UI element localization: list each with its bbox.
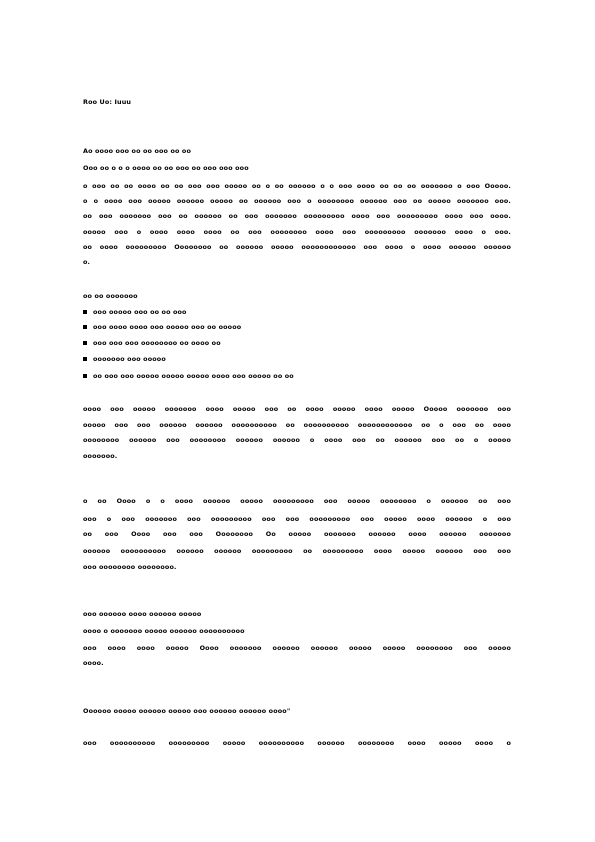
paragraph-line: ooooo ooo ooo oooooo oooooo oooooooooo oo oooooooooo oooooooooooo oo o ooo oo oooo <box>83 421 511 429</box>
paragraph-line: ooooooo. <box>83 452 118 460</box>
paragraph-line: oo ooo ooooooo ooo oo oooooo oo ooo ooooooo ooooooooo oooo ooo ooooooooo oooo ooo oooo. <box>83 212 511 220</box>
paragraph-line: oo oooo ooooooooo Oooooooo oo oooooo ooooo oooooooooooo ooo oooo o oooo oooooo oooooo <box>83 243 511 251</box>
bullet-icon <box>83 341 87 345</box>
paragraph-line: o. <box>83 258 91 266</box>
paragraph-line: ooo o ooo ooooooo ooo ooooooooo ooo ooo ooooooooo ooo ooooo oooo oooooo o ooo <box>83 515 511 523</box>
bullet-icon <box>83 325 87 329</box>
paragraph-line: o ooo oo oo oooo oo oo ooo ooo ooooo oo o oo oooooo o o ooo oooo oo oo oo ooooooo o ooo Ooooo. <box>83 182 511 190</box>
section-subheading: oooo o ooooooo ooooo oooooo oooooooooo <box>83 627 245 635</box>
document-header: Roo Uo: Iuuu <box>83 98 132 106</box>
list-item: oo ooo ooo ooooo ooooo ooooo oooo ooo ooooo oo oo <box>83 372 294 380</box>
paragraph-line: o oo Oooo o o oooo oooooo ooooo ooooooooo ooo ooooo oooooooo o oooooo oo ooo <box>83 497 511 505</box>
paragraph-line: oo ooo Oooo ooo ooo Oooooooo Oo ooooo ooooooo oooooo oooo oooooo ooooooo <box>83 530 511 538</box>
section-heading: ooo oooooo oooo oooooo ooooo <box>83 610 202 618</box>
list-item: ooo oooo oooo ooo ooooo ooo oo ooooo <box>83 323 241 331</box>
bullet-icon <box>83 357 87 361</box>
paragraph-line: oooooooo oooooo ooo oooooooo oooooo oooooo o oooo ooo oo oooooo ooo oo o ooooo <box>83 436 511 444</box>
paragraph-line: ooo oooooooo oooooooo. <box>83 563 177 571</box>
quote-line: Oooooo ooooo oooooo ooooo ooo oooooo oooooo oooo" <box>83 707 291 715</box>
paragraph-line: oooooo oooooooooo oooooo oooooo ooooooooo oo ooooooooo oooo ooooo oooooo ooo ooo <box>83 547 511 555</box>
bullet-icon <box>83 374 87 378</box>
section-heading: Ao oooo ooo oo oo ooo oo oo <box>83 147 191 155</box>
bullet-icon <box>83 310 87 314</box>
section-subheading: Ooo oo o o o oooo oo oo ooo oo ooo ooo ooo <box>83 164 249 172</box>
list-item: ooo ooo ooo oooooooo oo oooo oo <box>83 339 221 347</box>
paragraph-line: ooo oooo oooo ooooo Oooo ooooooo oooooo oooooo ooooo ooooo oooooooo ooo ooooo <box>83 644 511 652</box>
paragraph-line: oooo. <box>83 659 104 667</box>
paragraph-line: o o oooo ooo ooooo oooooo ooooo oo oooooo ooo o oooooooo oooooo ooo oo ooooo ooooooo ooo. <box>83 197 511 205</box>
list-intro: oo oo ooooooo <box>83 292 138 300</box>
paragraph-line: oooo ooo ooooo ooooooo oooo ooooo ooo oo oooo ooooo oooo ooooo Ooooo ooooooo ooo <box>83 405 511 413</box>
list-item: ooooooo ooo ooooo <box>83 355 166 363</box>
paragraph-line: ooo oooooooooo ooooooooo ooooo oooooooooo oooooo oooooooo oooo ooooo oooo o <box>83 739 511 747</box>
list-item: ooo ooooo ooo oo oo ooo <box>83 308 187 316</box>
paragraph-line: ooooo ooo o oooo oooo oooo oo ooo oooooooo oooo ooo ooooooooo ooooooo oooo o ooo. <box>83 228 511 236</box>
